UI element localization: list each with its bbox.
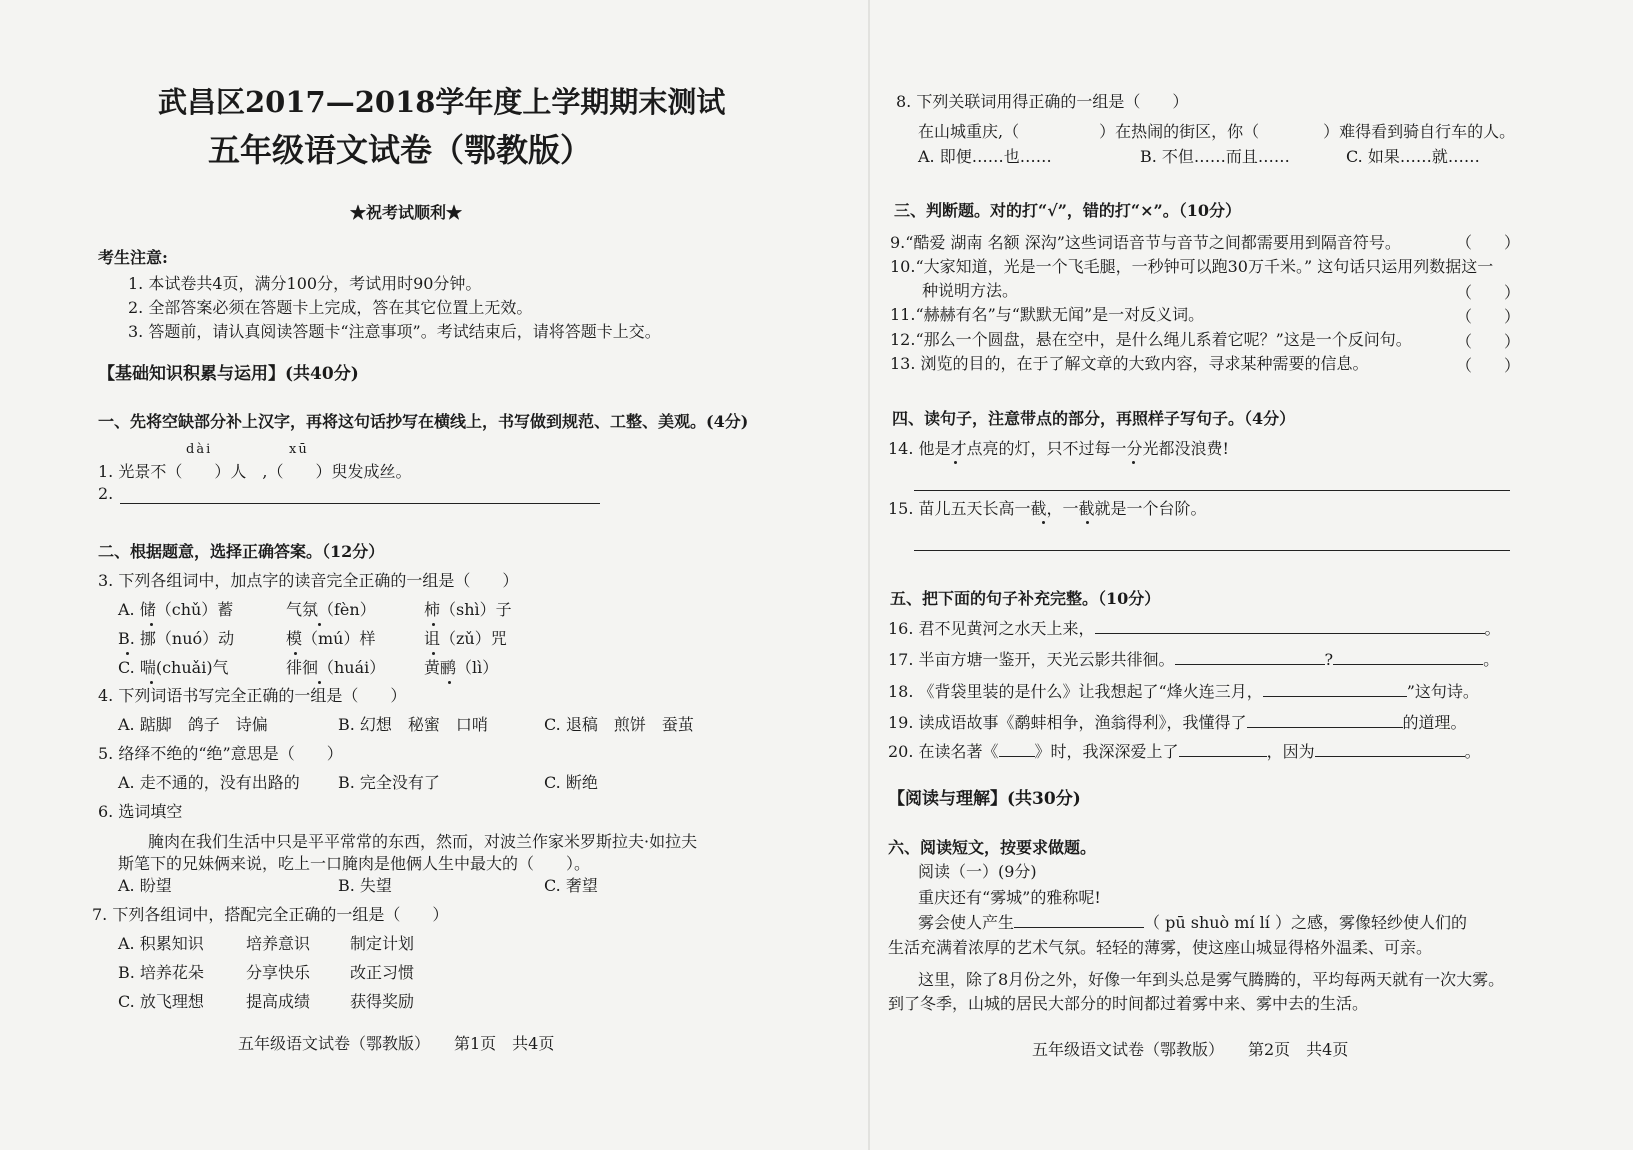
- question-6: 6. 选词填空: [98, 802, 183, 821]
- question-7: 7. 下列各组词中，搭配完全正确的一组是（ ）: [92, 905, 449, 924]
- rewrite-heading: 四、读句子，注意带点的部分，再照样子写句子。（4分）: [892, 409, 1296, 428]
- q4-option: C. 退稿 煎饼 蚕茧: [544, 715, 694, 734]
- reading-1-title: 阅读（一）(9分): [918, 862, 1037, 881]
- q6-option: A. 盼望: [118, 876, 172, 895]
- question-16: 16. 君不见黄河之水天上来， 。: [888, 619, 1501, 638]
- emphasis-dot: [318, 681, 321, 684]
- reading-passage-line: 这里，除了8月份之外，好像一年到头总是雾气腾腾的，平均每两天就有一次大雾。: [918, 970, 1505, 989]
- judge-item: 9.“酷爱 湖南 名额 深沟”这些词语音节与音节之间都需要用到隔音符号。: [890, 233, 1401, 252]
- q7-option: A. 积累知识: [118, 934, 204, 953]
- q5-option: B. 完全没有了: [338, 773, 440, 792]
- question-19: 19. 读成语故事《鹬蚌相争，渔翁得利》，我懂得了 的道理。: [888, 713, 1467, 732]
- q4-option: B. 幻想 秘蜜 口哨: [338, 715, 488, 734]
- answer-line: [120, 503, 600, 504]
- emphasis-dot: [432, 623, 435, 626]
- section-reading-heading: 【阅读与理解】(共30分): [888, 789, 1081, 809]
- exam-title: 武昌区2017—2018学年度上学期期末测试: [158, 85, 726, 119]
- emphasis-dot: [1132, 461, 1135, 464]
- q8-option: C. 如果……就……: [1346, 147, 1480, 166]
- q5-option: A. 走不通的，没有出路的: [118, 773, 300, 792]
- emphasis-dot: [954, 461, 957, 464]
- notice-item: 2. 全部答案必须在答题卡上完成，答在其它位置上无效。: [128, 298, 533, 317]
- pinyin-xu: xū: [289, 442, 309, 457]
- question-18: 18. 《背袋里装的是什么》让我想起了“烽火连三月， ”这句诗。: [888, 682, 1479, 701]
- judge-item: 13. 浏览的目的，在于了解文章的大致内容，寻求某种需要的信息。: [890, 354, 1369, 373]
- emphasis-dot: [1086, 521, 1089, 524]
- question-3: 3. 下列各组词中，加点字的读音完全正确的一组是（ ）: [98, 571, 519, 590]
- question-14: 14. 他是才点亮的灯，只不过每一分光都没浪费!: [888, 439, 1229, 458]
- page-footer: 五年级语文试卷（鄂教版） 第2页 共4页: [1032, 1040, 1349, 1059]
- judge-heading: 三、判断题。对的打“√”，错的打“×”。（10分）: [894, 201, 1242, 220]
- q3-option: A. 储（chǔ）蓄: [118, 600, 234, 619]
- judge-item: 种说明方法。: [922, 281, 1019, 300]
- q3-option: B. 挪（nuó）动: [118, 629, 235, 648]
- q6-passage: 斯笔下的兄妹俩来说，吃上一口腌肉是他俩人生中最大的（ ）。: [118, 854, 591, 873]
- judge-mark: （ ）: [1456, 356, 1521, 375]
- q3-option: 模（mú）样: [286, 629, 376, 648]
- reading-passage-line: 生活充满着浓厚的艺术气氛。轻轻的薄雾，使这座山城显得格外温柔、可亲。: [888, 938, 1433, 957]
- judge-mark: （ ）: [1456, 307, 1521, 326]
- q4-option: A. 踮脚 鸽子 诗偏: [118, 715, 268, 734]
- pinyin-dai: dài: [186, 442, 213, 457]
- q3-option: 诅（zǔ）咒: [424, 629, 507, 648]
- reading-passage-line: 重庆还有“雾城”的雅称呢!: [918, 888, 1101, 907]
- question-1-1: 1. 光景不（ ）人 ,（ ）臾发成丝。: [98, 462, 412, 481]
- question-2-heading: 二、根据题意，选择正确答案。（12分）: [98, 542, 385, 561]
- question-17: 17. 半亩方塘一鉴开，天光云影共徘徊。 ? 。: [888, 650, 1500, 669]
- exam-wish: ★祝考试顺利★: [350, 203, 463, 222]
- question-5: 5. 络绎不绝的“绝”意思是（ ）: [98, 744, 343, 763]
- q3-option: 气氛（fèn）: [286, 600, 376, 619]
- q7-option: 提高成绩: [246, 992, 311, 1011]
- judge-item: 10.“大家知道，光是一个飞毛腿，一秒钟可以跑30万千米。” 这句话只运用列数据这一: [890, 257, 1494, 276]
- emphasis-dot: [150, 681, 153, 684]
- notice-heading: 考生注意:: [98, 248, 168, 267]
- q7-option: 培养意识: [246, 934, 311, 953]
- q6-passage: 腌肉在我们生活中只是平平常常的东西，然而，对波兰作家米罗斯拉夫·如拉夫: [148, 832, 698, 851]
- q7-option: 改正习惯: [350, 963, 415, 982]
- section-basic-heading: 【基础知识积累与运用】(共40分): [98, 364, 359, 384]
- exam-subtitle: 五年级语文试卷（鄂教版）: [208, 131, 593, 169]
- page-footer: 五年级语文试卷（鄂教版） 第1页 共4页: [238, 1034, 555, 1053]
- emphasis-dot: [448, 681, 451, 684]
- question-20: 20. 在读名著《 》时，我深深爱上了 ，因为 。: [888, 742, 1481, 761]
- q6-option: B. 失望: [338, 876, 392, 895]
- answer-line: [914, 490, 1510, 491]
- question-4: 4. 下列词语书写完全正确的一组是（ ）: [98, 686, 407, 705]
- q6-option: C. 奢望: [544, 876, 598, 895]
- q8-option: A. 即便……也……: [918, 147, 1052, 166]
- judge-item: 11.“赫赫有名”与“默默无闻”是一对反义词。: [890, 305, 1205, 324]
- q8-sentence: 在山城重庆,（ ）在热闹的街区，你（ ）难得看到骑自行车的人。: [918, 122, 1516, 141]
- q7-option: 获得奖励: [350, 992, 415, 1011]
- judge-item: 12.“那么一个圆盘，悬在空中，是什么绳儿系着它呢？”这是一个反问句。: [890, 330, 1412, 349]
- question-1-2: 2.: [98, 484, 114, 503]
- q3-option: 黄鹂（lì）: [424, 658, 499, 677]
- exam-page-2: [870, 0, 1633, 1150]
- judge-mark: （ ）: [1456, 233, 1521, 252]
- q7-option: C. 放飞理想: [118, 992, 204, 1011]
- question-8: 8. 下列关联词用得正确的一组是（ ）: [896, 92, 1189, 111]
- question-1-heading: 一、先将空缺部分补上汉字，再将这句话抄写在横线上，书写做到规范、工整、美观。(4分): [98, 412, 749, 431]
- complete-heading: 五、把下面的句子补充完整。（10分）: [890, 589, 1161, 608]
- q8-option: B. 不但……而且……: [1140, 147, 1290, 166]
- q7-option: B. 培养花朵: [118, 963, 204, 982]
- emphasis-dot: [318, 623, 321, 626]
- q3-option: C. 喘(chuǎi)气: [118, 658, 229, 677]
- notice-item: 3. 答题前，请认真阅读答题卡“注意事项”。考试结束后，请将答题卡上交。: [128, 322, 661, 341]
- q3-option: 柿（shì）子: [424, 600, 512, 619]
- emphasis-dot: [1042, 521, 1045, 524]
- reading-heading: 六、阅读短文，按要求做题。: [888, 838, 1097, 857]
- question-15: 15. 苗儿五天长高一截，一截就是一个台阶。: [888, 499, 1207, 518]
- emphasis-dot: [432, 652, 435, 655]
- emphasis-dot: [294, 652, 297, 655]
- q7-option: 制定计划: [350, 934, 415, 953]
- judge-mark: （ ）: [1456, 332, 1521, 351]
- judge-mark: （ ）: [1456, 283, 1521, 302]
- reading-passage-line: 到了冬季，山城的居民大部分的时间都过着雾中来、雾中去的生活。: [888, 994, 1369, 1013]
- emphasis-dot: [126, 652, 129, 655]
- reading-passage-line: 雾会使人产生 （ pū shuò mí lí ）之感，雾像轻纱使人们的: [918, 913, 1467, 932]
- q7-option: 分享快乐: [246, 963, 311, 982]
- emphasis-dot: [150, 623, 153, 626]
- q3-option: 徘徊（huái）: [286, 658, 386, 677]
- q5-option: C. 断绝: [544, 773, 598, 792]
- notice-item: 1. 本试卷共4页，满分100分，考试用时90分钟。: [128, 274, 482, 293]
- answer-line: [914, 550, 1510, 551]
